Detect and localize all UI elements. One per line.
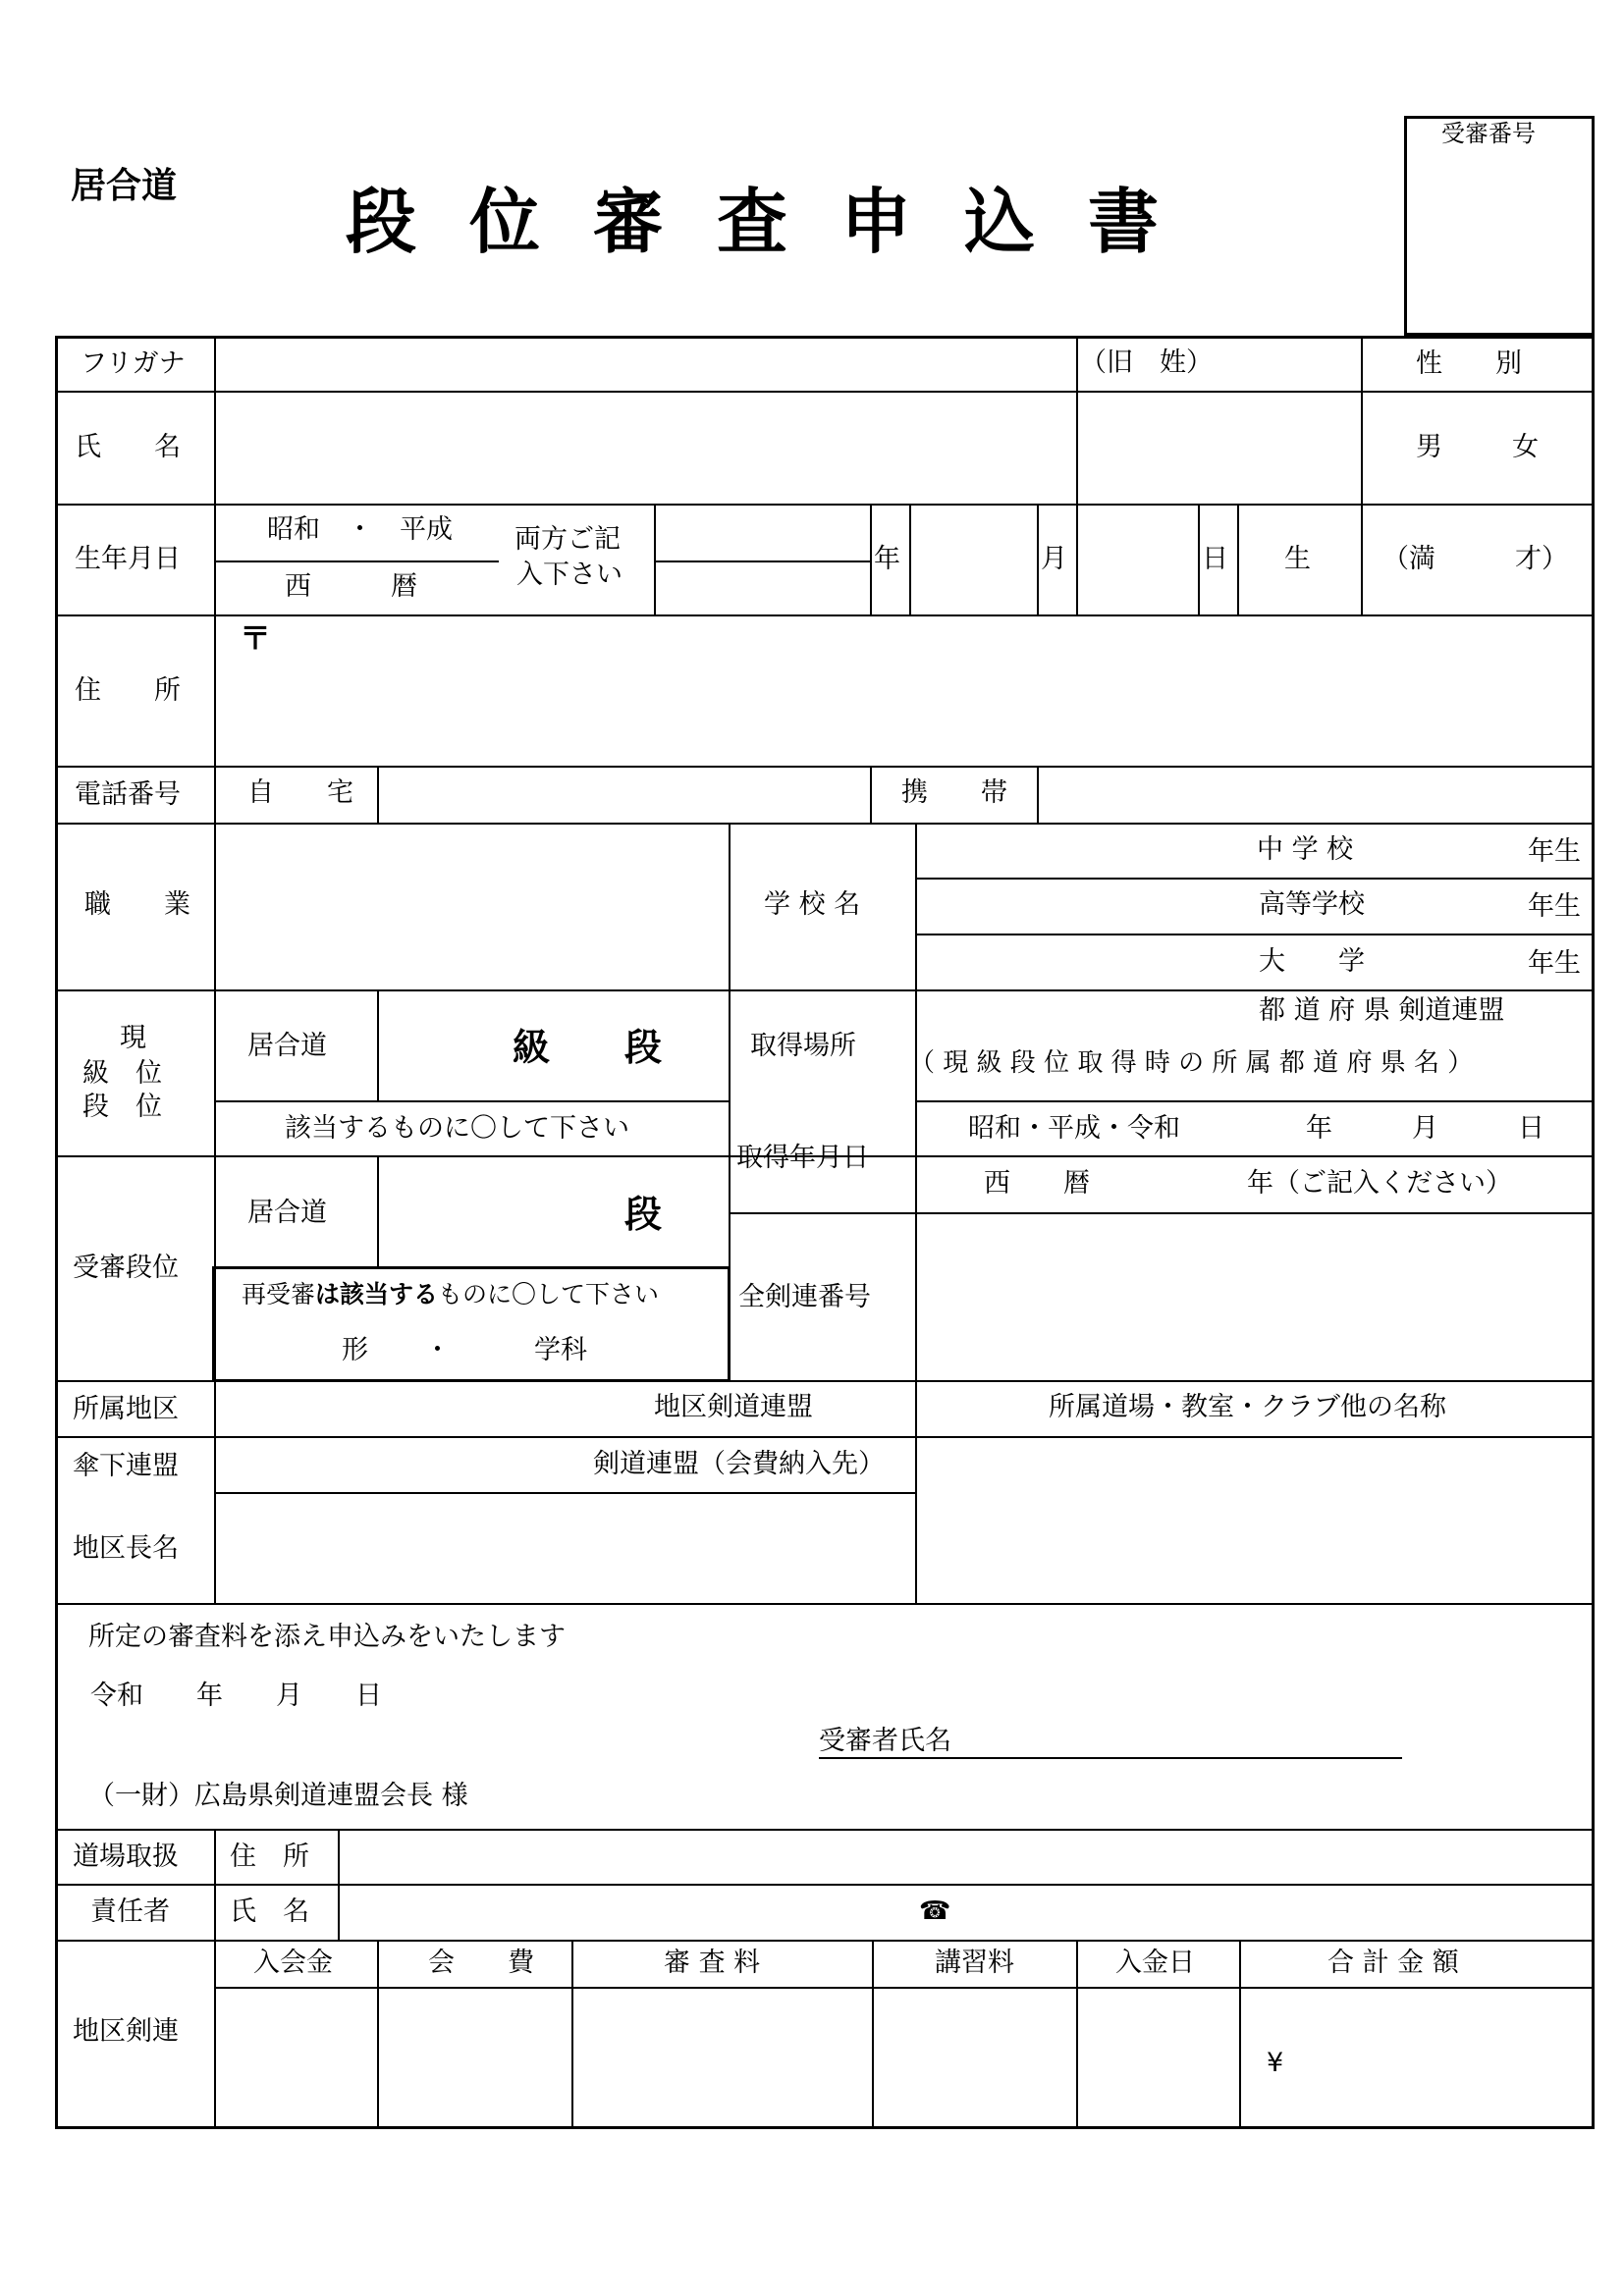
exam-iaido-label: 居合道 — [247, 1198, 327, 1228]
middle-school-grade: 年生 — [1528, 836, 1581, 867]
zenkenren-number-input[interactable] — [917, 1214, 1593, 1379]
style-label: 居合道 — [71, 166, 178, 206]
prefecture-note: （ 現 級 段 位 取 得 時 の 所 属 都 道 府 県 名 ） — [909, 1048, 1474, 1078]
seireki-label[interactable]: 西 暦 — [285, 571, 417, 602]
gender-female[interactable]: 女 — [1512, 432, 1539, 462]
addressee-text: （一財）広島県剣道連盟会長 様 — [88, 1781, 468, 1811]
month-label: 月 — [1041, 544, 1067, 574]
dojo-name-label: 所属道場・教室・クラブ他の名称 — [1049, 1392, 1446, 1422]
university-label[interactable]: 大 学 — [1259, 946, 1365, 977]
fee-payment-date-header: 入金日 — [1115, 1948, 1195, 1978]
year-label: 年 — [874, 544, 900, 574]
year-note: 年（ご記入ください） — [1247, 1168, 1512, 1199]
mobile-label: 携 帯 — [901, 777, 1007, 808]
acquired-date-label: 取得年月日 — [736, 1143, 869, 1173]
phone-label: 電話番号 — [75, 779, 181, 810]
retake-note-c: ものに〇して下さい — [438, 1280, 660, 1308]
yen-mark: ¥ — [1267, 2048, 1284, 2078]
retake-note-a: 再受審 — [242, 1280, 316, 1308]
exam-rank-label: 受審段位 — [73, 1253, 179, 1283]
district-fed-label: 地区剣道連盟 — [654, 1392, 813, 1422]
handler-address-label: 住 所 — [230, 1842, 309, 1872]
affiliated-fed-label: 傘下連盟 — [73, 1451, 179, 1481]
furigana-label: フリガナ — [81, 348, 186, 379]
reiwa-date: 令和 年 月 日 — [90, 1681, 382, 1711]
dan-label[interactable]: 段 — [624, 1026, 663, 1069]
seireki-label-2[interactable]: 西 暦 — [984, 1168, 1090, 1199]
age-label: （満 才） — [1382, 544, 1568, 574]
district-kenren-label: 地区剣連 — [73, 2016, 179, 2047]
dojo-handler-label-1: 道場取扱 — [73, 1842, 179, 1872]
gender-label: 性 別 — [1416, 348, 1522, 379]
dojo-handler-label-2: 責任者 — [90, 1896, 170, 1927]
day-label: 日 — [1202, 544, 1228, 574]
current-rank-label-3: 段 位 — [82, 1092, 162, 1122]
maiden-name-label: （旧 姓） — [1080, 347, 1213, 378]
gender-male[interactable]: 男 — [1416, 432, 1442, 462]
furigana-input[interactable] — [216, 338, 1074, 391]
exam-dan-label[interactable]: 段 — [624, 1193, 663, 1236]
both-note-2: 入下さい — [516, 560, 623, 590]
address-input[interactable] — [216, 616, 1593, 764]
name-input[interactable] — [216, 393, 1074, 503]
kata-written-separator: ・ — [424, 1335, 451, 1365]
home-label: 自 宅 — [247, 777, 353, 808]
prefecture-fed-label: 都 道 府 県 剣道連盟 — [1259, 995, 1505, 1026]
university-grade: 年生 — [1528, 948, 1581, 979]
receipt-number-box[interactable] — [1404, 116, 1595, 336]
zenkenren-number-label: 全剣連番号 — [738, 1282, 871, 1312]
occupation-label: 職 業 — [84, 889, 190, 920]
era-showa-heisei[interactable]: 昭和 ・ 平成 — [267, 514, 453, 545]
acquired-place-label: 取得場所 — [750, 1031, 856, 1061]
occupation-input[interactable] — [216, 825, 727, 988]
mobile-phone-input[interactable] — [1039, 768, 1593, 821]
circle-note: 該当するものに〇して下さい — [285, 1113, 629, 1144]
written-option[interactable]: 学科 — [534, 1335, 587, 1365]
high-school-label[interactable]: 高等学校 — [1259, 889, 1365, 920]
acquired-date-ymd: 年 月 日 — [1306, 1113, 1544, 1144]
home-phone-input[interactable] — [379, 768, 868, 821]
kata-option[interactable]: 形 — [342, 1335, 368, 1365]
current-iaido-label: 居合道 — [247, 1031, 327, 1061]
era-showa-heisei-reiwa[interactable]: 昭和・平成・令和 — [968, 1113, 1180, 1144]
dojo-name-input[interactable] — [917, 1438, 1593, 1602]
kyu-label[interactable]: 級 — [513, 1026, 551, 1069]
address-label: 住 所 — [75, 675, 181, 706]
retake-note-b: は該当する — [315, 1280, 439, 1308]
high-school-grade: 年生 — [1528, 891, 1581, 922]
school-name-label: 学 校 名 — [764, 889, 861, 920]
page-title: 段位審査申込書 — [346, 181, 1213, 263]
handler-name-label: 氏 名 — [230, 1896, 309, 1927]
fee-total-header: 合 計 金 額 — [1327, 1948, 1459, 1978]
declaration-text: 所定の審査料を添え申込みをいたします — [88, 1622, 566, 1652]
current-rank-label-1: 現 — [120, 1023, 146, 1053]
district-label: 所属地区 — [73, 1394, 179, 1424]
applicant-name-label: 受審者氏名 — [819, 1726, 951, 1756]
both-note-1: 両方ご記 — [514, 524, 621, 555]
phone-icon: ☎ — [919, 1896, 951, 1926]
district-head-input[interactable] — [216, 1494, 913, 1602]
born-label: 生 — [1284, 544, 1311, 574]
birthdate-label: 生年月日 — [75, 544, 181, 574]
postal-mark: 〒 — [240, 619, 272, 657]
fee-payee-label: 剣道連盟（会費納入先） — [593, 1449, 885, 1479]
district-head-label: 地区長名 — [73, 1533, 179, 1564]
fee-annual-header: 会 費 — [428, 1948, 534, 1978]
fee-exam-header: 審 査 料 — [664, 1948, 761, 1978]
name-label: 氏 名 — [75, 432, 181, 462]
receipt-number-label: 受審番号 — [1441, 120, 1536, 147]
retake-note — [242, 1282, 659, 1307]
current-rank-label-2: 級 位 — [82, 1058, 162, 1089]
fee-join-header: 入会金 — [253, 1948, 333, 1978]
middle-school-label[interactable]: 中 学 校 — [1257, 834, 1354, 865]
handler-address-input[interactable] — [340, 1831, 1593, 1884]
fee-seminar-header: 講習料 — [935, 1948, 1014, 1978]
